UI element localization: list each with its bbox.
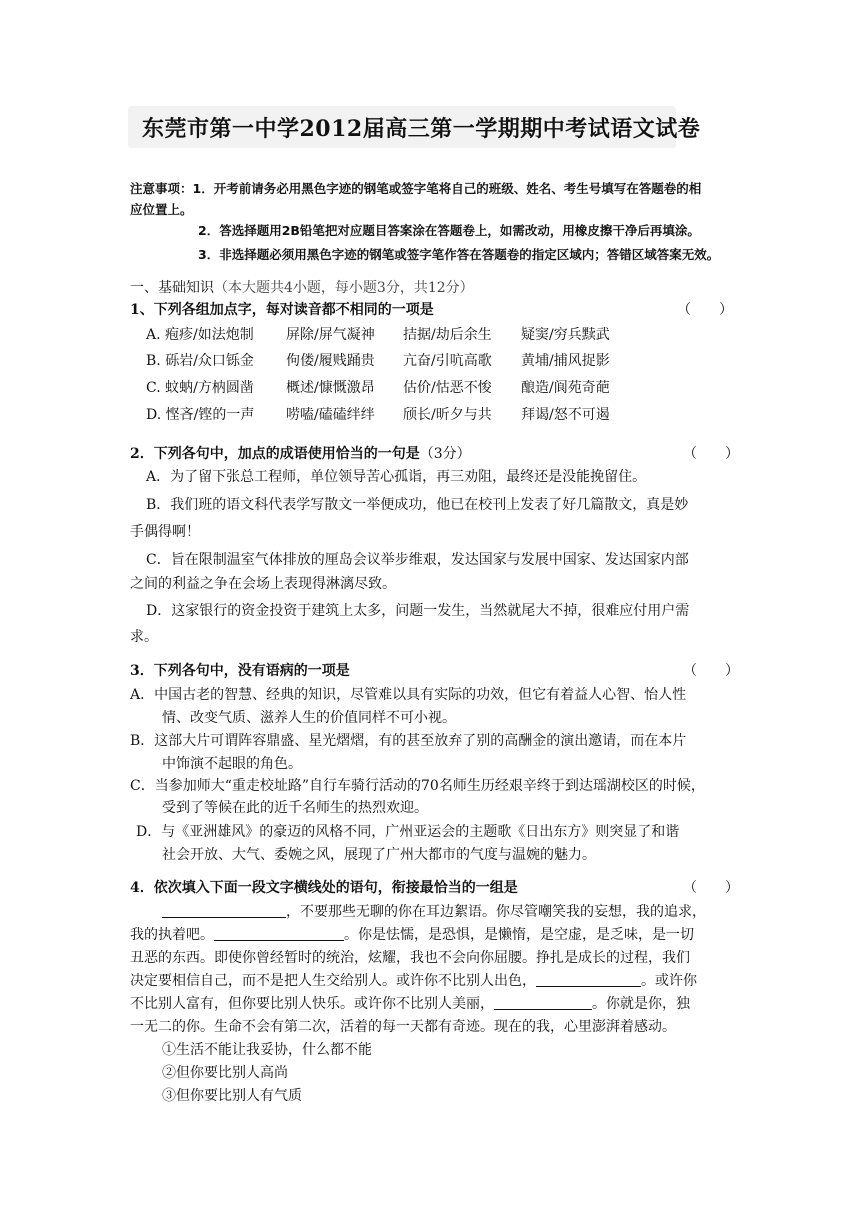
q1-option-b-1: B. 砾岩/众口铄金 [146, 353, 254, 369]
q1-answer-paren: （ ） [677, 302, 733, 318]
q1-option-c-2: 概述/慷慨激昂 [286, 380, 375, 396]
q2-option-d-cont: 求。 [130, 629, 158, 645]
q3-option-b: B．这部大片可谓阵容鼎盛、星光熠熠，有的甚至放弃了别的高酬金的演出邀请，而在本片 [130, 733, 687, 749]
q1-option-b-2: 佝偻/履贱踊贵 [286, 353, 375, 369]
q2-score: （3分） [419, 446, 471, 462]
q1-stem: 1、下列各组加点字，每对读音都不相同的一项是 [130, 302, 434, 318]
q2-option-b-cont: 手偶得啊！ [130, 524, 200, 540]
q2-option-a: A．为了留下张总工程师，单位领导苦心孤诣，再三劝阻，最终还是没能挽留住。 [146, 469, 647, 485]
q1-option-a-1: A. 疱疹/如法炮制 [146, 327, 254, 343]
q3-option-a: A．中国古老的智慧、经典的知识，尽管难以具有实际的功效，但它有着益人心智、怡人性 [130, 687, 687, 703]
q4-passage-text-1: ，不要那些无聊的你在耳边絮语。你尽管嘲笑我的妄想，我的追求， [286, 904, 706, 920]
q3-option-c: C．当参加师大“重走校址路”自行车骑行活动的70名师生历经艰辛终于到达瑶湖校区的时候， [130, 778, 705, 794]
q4-passage-text-4a: 决定要相信自己，而不是把人生交给别人。或许你不比别人出色， [130, 973, 536, 989]
q2-stem: 2．下列各句中，加点的成语使用恰当的一句是 [130, 446, 420, 462]
q4-passage-text-5b: 。你就是你，独 [592, 996, 690, 1012]
q3-option-c-cont: 受到了等候在此的近千名师生的热烈欢迎。 [162, 800, 428, 816]
q2-option-c: C．旨在限制温室气体排放的厘岛会议举步维艰，发达国家与发展中国家、发达国家内部 [146, 552, 689, 568]
q1-option-a-3: 拮据/劫后余生 [403, 327, 492, 343]
q1-option-c-4: 酿造/阆苑奇葩 [521, 380, 610, 396]
notice-item-3: 3．非选择题必须用黑色字迹的钢笔或签字笔作答在答题卷的指定区域内；答错区域答案无效。 [198, 247, 720, 262]
q1-option-b-4: 黄埔/捕风捉影 [521, 353, 610, 369]
q4-choice-2: ②但你要比别人高尚 [162, 1065, 288, 1081]
q1-option-d-2: 唠嗑/磕磕绊绊 [286, 407, 375, 423]
notice-item-1: 1．开考前请务必用黑色字迹的钢笔或签字笔将自己的班级、姓名、考生号填写在答题卷的相 [192, 181, 702, 196]
q3-option-d: D．与《亚洲雄风》的豪迈的风格不同，广州亚运会的主题歌《日出东方》则突显了和谐 [136, 824, 680, 840]
q1-option-d-3: 颀长/昕夕与共 [403, 407, 492, 423]
q4-passage-text-5a: 不比别人富有，但你要比别人快乐。或许你不比别人美丽， [130, 996, 494, 1012]
q4-choice-1: ①生活不能让我妥协，什么都不能 [162, 1042, 372, 1058]
q4-passage-line-2 [130, 924, 694, 944]
q4-passage-line-4 [130, 970, 697, 990]
section-note: （本大题共4小题，每小题3分，共12分） [214, 280, 474, 296]
q1-option-d-1: D. 悭吝/铿的一声 [146, 407, 255, 423]
notice-label: 注意事项： [130, 181, 193, 196]
q2-option-d: D．这家银行的资金投资于建筑上太多，问题一发生，当然就尾大不掉，很难应付用户需 [146, 603, 690, 619]
q1-option-d-4: 拜谒/怒不可遏 [521, 407, 610, 423]
exam-title: 东莞市第一中学2012届高三第一学期期中考试语文试卷 [142, 116, 701, 142]
q4-answer-paren: （ ） [683, 880, 739, 896]
q1-option-b-3: 亢奋/引吭高歌 [403, 353, 492, 369]
q4-stem: 4．依次填入下面一段文字横线处的语句，衔接最恰当的一组是 [130, 880, 518, 896]
q1-option-a-4: 疑窦/穷兵黩武 [521, 327, 610, 343]
q2-option-c-cont: 之间的利益之争在会场上表现得淋漓尽致。 [130, 576, 396, 592]
q1-option-c-1: C. 蚊蚋/方枘圆凿 [146, 380, 254, 396]
q2-option-b: B．我们班的语文科代表学写散文一举便成功，他已在校刊上发表了好几篇散文，真是妙 [146, 497, 689, 513]
q4-passage-text-2b: 。你是怯懦，是恐惧，是懒惰，是空虚，是乏味，是一切 [344, 927, 694, 943]
q4-passage-text-2a: 我的执着吧。 [130, 927, 214, 943]
q4-blank-3[interactable] [536, 972, 641, 987]
section-title: 一、基础知识 [130, 280, 214, 296]
q1-option-a-2: 屏除/屏气凝神 [286, 327, 375, 343]
q4-passage-line-6: 一无二的你。生命不会有第二次，活着的每一天都有奇迹。现在的我，心里澎湃着感动。 [130, 1019, 676, 1035]
q3-answer-paren: （ ） [683, 663, 739, 679]
q4-choice-3: ③但你要比别人有气质 [162, 1088, 302, 1104]
q4-blank-1[interactable] [162, 903, 286, 918]
q4-passage-line-5 [130, 993, 690, 1013]
section-heading [130, 277, 474, 297]
q2-answer-paren: （ ） [683, 446, 739, 462]
q4-blank-2[interactable] [214, 926, 344, 941]
q4-passage-line-3: 丑恶的东西。即使你曾经暂时的统治，炫耀，我也不会向你屈腰。挣扎是成长的过程，我们 [130, 950, 690, 966]
q3-option-d-cont: 社会开放、大气、委婉之风，展现了广州大都市的气度与温婉的魅力。 [162, 847, 596, 863]
notice-line-1 [130, 179, 701, 197]
notice-item-1-cont: 应位置上。 [130, 202, 193, 217]
q3-option-a-cont: 情、改变气质、滋养人生的价值同样不可小视。 [162, 710, 456, 726]
notice-item-2: 2．答选择题用2B铅笔把对应题目答案涂在答题卷上，如需改动，用橡皮擦干净后再填涂。 [198, 223, 700, 238]
q3-option-b-cont: 中饰演不起眼的角色。 [162, 756, 302, 772]
q4-passage-text-4b: 。或许你 [641, 973, 697, 989]
q4-passage-line-1 [162, 901, 706, 921]
q4-blank-4[interactable] [494, 995, 592, 1010]
q2-stem-line [130, 443, 471, 463]
q3-stem: 3．下列各句中，没有语病的一项是 [130, 663, 350, 679]
q1-option-c-3: 估价/怙恶不悛 [403, 380, 492, 396]
